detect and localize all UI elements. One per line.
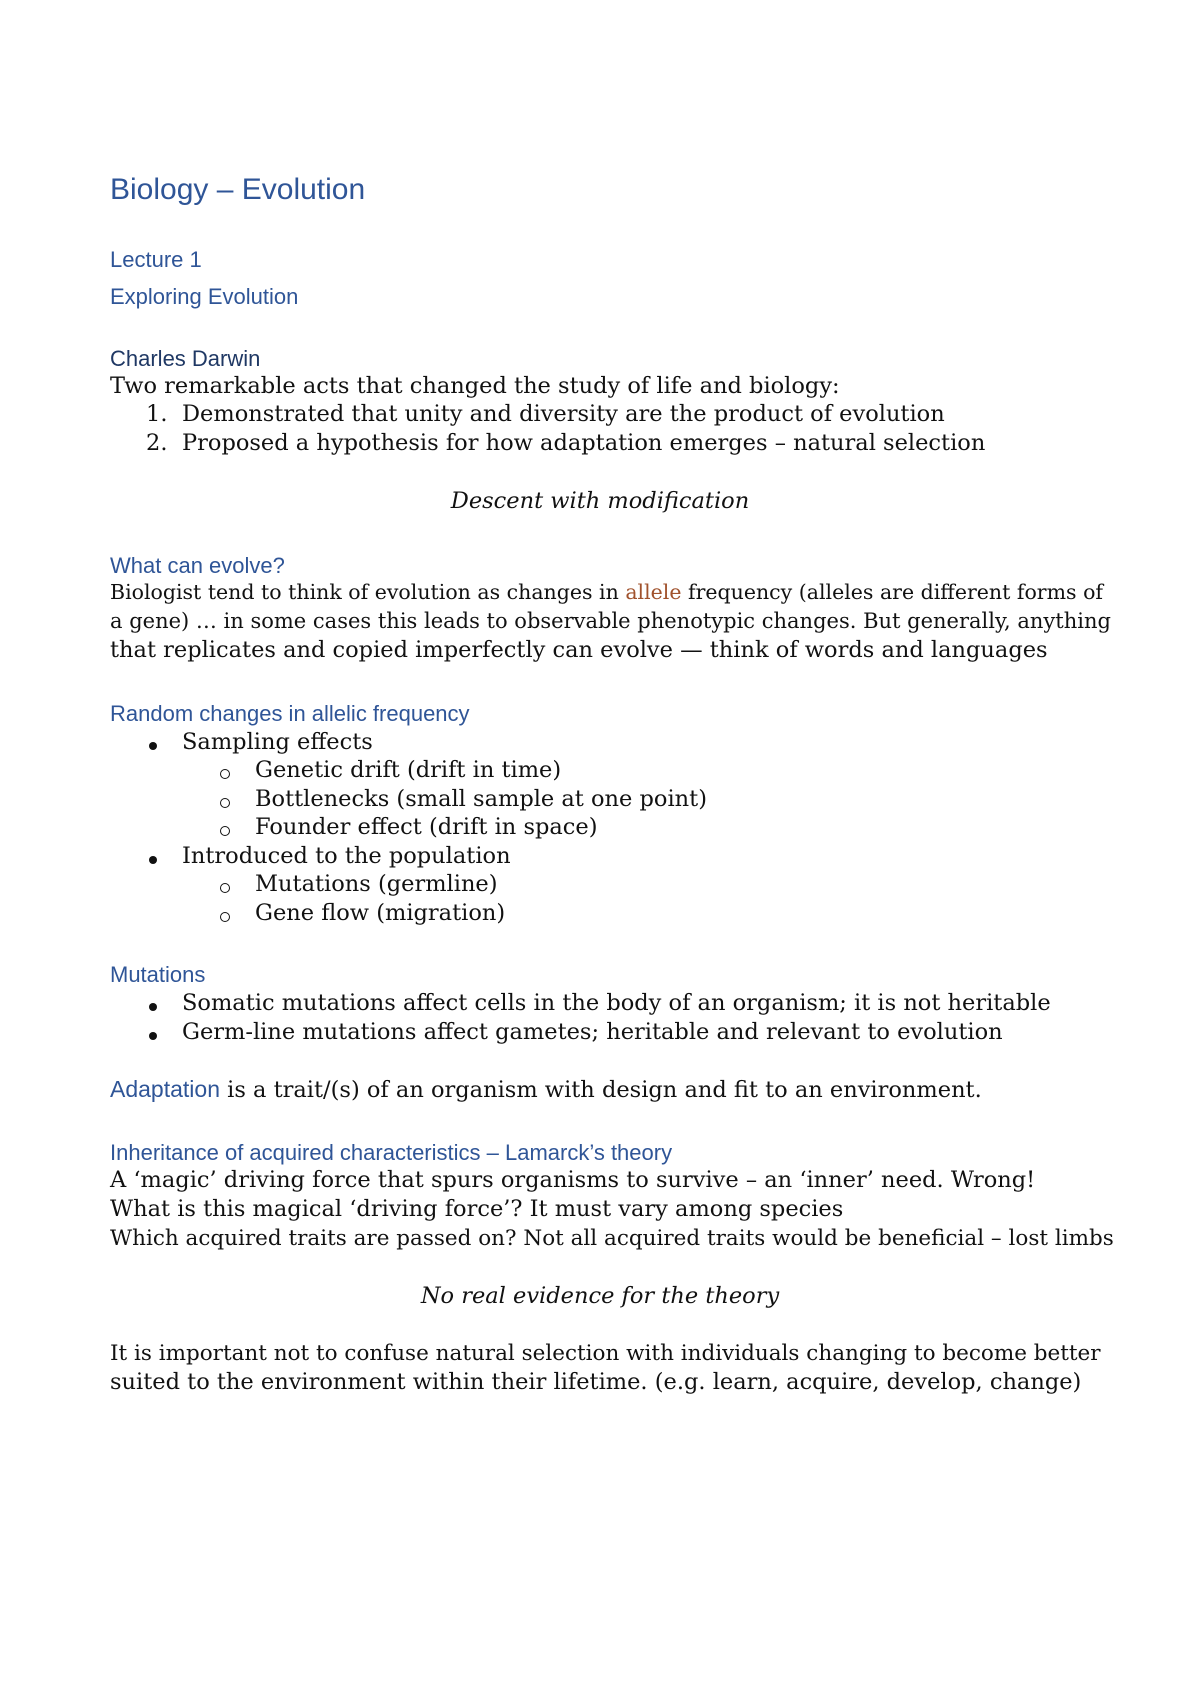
evolve-paragraph-line (110, 578, 1103, 607)
closing-line: suited to the environment within their lifetime. (e.g. learn, acquire, develop, change) (110, 1369, 1082, 1395)
evolve-paragraph-line: a gene) … in some cases this leads to observable phenotypic changes. But generally, anything (110, 609, 1111, 633)
list-number: 2. (146, 430, 168, 456)
mutations-heading: Mutations (110, 962, 206, 987)
lamarck-line: What is this magical ‘driving force’? It must vary among species (110, 1196, 844, 1222)
adaptation-line (110, 1075, 982, 1105)
random-heading: Random changes in allelic frequency (110, 701, 470, 726)
list-item: Germ-line mutations affect gametes; heritable and relevant to evolution (182, 1019, 1003, 1045)
darwin-intro: Two remarkable acts that changed the study of life and biology: (110, 373, 840, 399)
sub-list-item: Genetic drift (drift in time) (255, 757, 562, 783)
list-item: Somatic mutations affect cells in the body of an organism; it is not heritable (182, 990, 1051, 1016)
sub-list-item: Gene flow (migration) (255, 900, 506, 926)
circle-bullet-icon (220, 883, 230, 893)
evolve-heading: What can evolve? (110, 553, 285, 578)
adaptation-text: is a trait/(s) of an organism with design and fit to an environment. (219, 1077, 982, 1103)
bullet-icon (149, 1003, 157, 1011)
allele-highlight: allele (625, 580, 682, 604)
lamarck-heading: Inheritance of acquired characteristics – Lamarck’s theory (110, 1140, 673, 1165)
evolve-text: Biologist tend to think of evolution as changes in (110, 580, 626, 604)
page-title: Biology – Evolution (110, 173, 366, 206)
circle-bullet-icon (220, 798, 230, 808)
list-item: Sampling effects (182, 729, 373, 755)
lamarck-line: Which acquired traits are passed on? Not all acquired traits would be beneficial – lost limbs (110, 1226, 1114, 1251)
evolve-text: frequency (alleles are different forms of (681, 580, 1104, 604)
list-item: Demonstrated that unity and diversity are the product of evolution (182, 401, 945, 427)
darwin-heading: Charles Darwin (110, 346, 261, 371)
list-item: Introduced to the population (182, 843, 511, 869)
bullet-icon (149, 1032, 157, 1040)
sub-list-item: Mutations (germline) (255, 871, 498, 897)
closing-line: It is important not to confuse natural selection with individuals changing to become better (110, 1341, 1101, 1366)
adaptation-term: Adaptation (110, 1076, 220, 1102)
sub-list-item: Bottlenecks (small sample at one point) (255, 786, 707, 812)
circle-bullet-icon (220, 826, 230, 836)
bullet-icon (149, 856, 157, 864)
list-item: Proposed a hypothesis for how adaptation emerges – natural selection (182, 430, 986, 456)
lamarck-quote: No real evidence for the theory (420, 1283, 780, 1309)
evolve-paragraph-line: that replicates and copied imperfectly can evolve — think of words and languages (110, 637, 1048, 663)
darwin-quote: Descent with modification (450, 488, 750, 514)
section-title: Exploring Evolution (110, 284, 299, 309)
circle-bullet-icon (220, 912, 230, 922)
lecture-label: Lecture 1 (110, 247, 202, 272)
bullet-icon (149, 742, 157, 750)
sub-list-item: Founder effect (drift in space) (255, 814, 598, 840)
list-number: 1. (146, 401, 168, 427)
circle-bullet-icon (220, 769, 230, 779)
lamarck-line: A ‘magic’ driving force that spurs organisms to survive – an ‘inner’ need. Wrong! (110, 1167, 1036, 1193)
